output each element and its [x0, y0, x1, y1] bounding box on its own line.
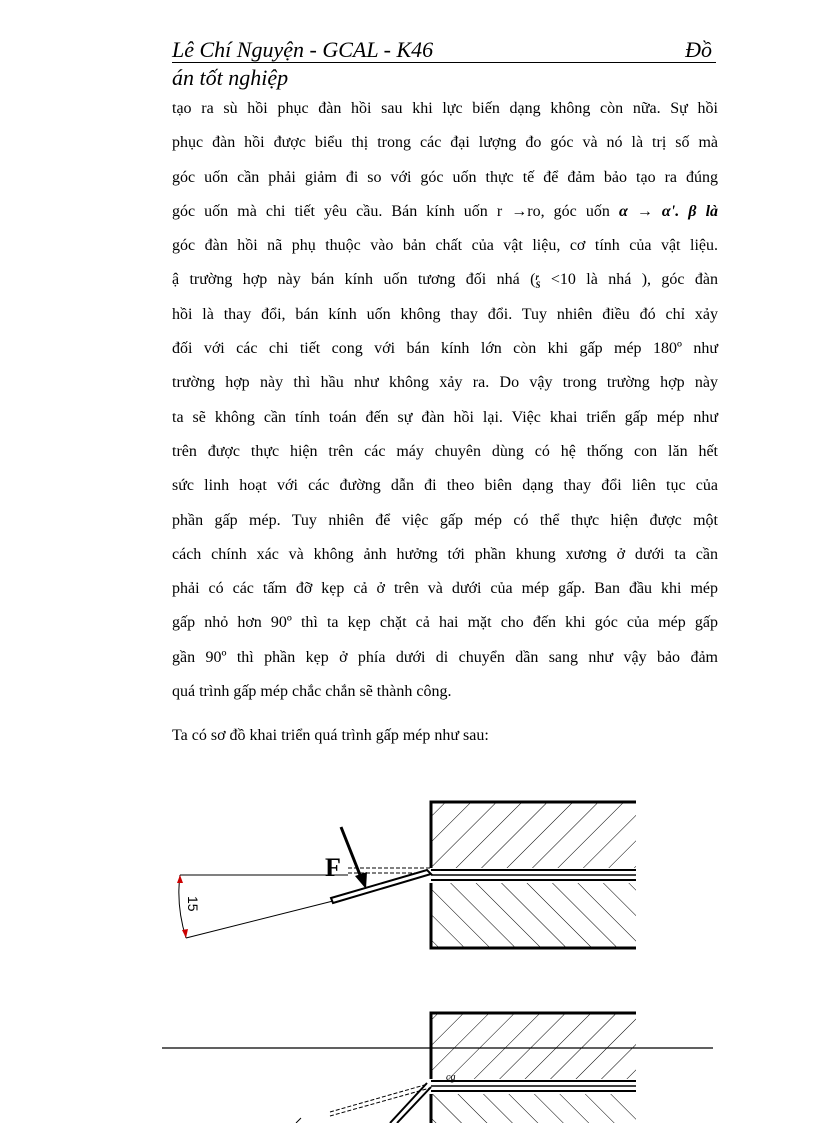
line-text: ậ trường hợp này bán kính uốn tương đối nhá (	[172, 271, 536, 289]
header-author: Lê Chí Nguyện - GCAL - K46	[172, 37, 434, 62]
force-arrow-head	[355, 872, 367, 889]
paragraph-line: sức linh hoạt với các đường dẫn đi theo biên dạng thay đổi liên tục của	[172, 477, 718, 495]
paragraph-line: phục đàn hồi được biểu thị trong các đại lượng đo góc và nó là trị số mà	[172, 134, 718, 152]
arc-arrow-bottom	[182, 929, 188, 938]
angle-arc	[179, 875, 186, 938]
paragraph-line: tạo ra sù hồi phục đàn hồi sau khi lực biến dạng không còn nữa. Sự hồi	[172, 100, 718, 117]
beta-text: . β là	[675, 202, 719, 220]
paragraph-line: đối với các chi tiết cong với bán kính lớn còn khi gấp mép 180º như	[172, 340, 718, 358]
flange-diagram	[0, 780, 816, 1123]
paragraph-line	[172, 195, 718, 229]
upper-clamp-block	[431, 1013, 636, 1079]
dashed-guide	[330, 1088, 430, 1116]
angle-label: 15	[185, 896, 201, 912]
paragraph-line: hồi là thay đổi, bán kính uốn không thay đổi. Tuy nhiên điều đó chỉ xảy	[172, 305, 718, 323]
paragraph-line: phải có các tấm đỡ kẹp cả ở trên và dưới của mép gấp. Ban đầu khi mép	[172, 580, 718, 598]
alpha-expression: α → α'	[618, 202, 676, 220]
fraction-denominator: S	[535, 279, 541, 290]
force-label: F	[325, 853, 341, 882]
ratio-text: <10 là nhá ), góc đàn	[550, 271, 719, 289]
paragraph-line: ta sẽ không cần tính toán đến sự đàn hồi lại. Việc khai triển gấp mép như	[172, 408, 718, 426]
diagram-step-2	[162, 1013, 713, 1123]
paragraph-line: góc đàn hồi nã phụ thuộc vào bản chất của vật liệu, cơ tính của vật liệu.	[172, 237, 718, 255]
header-rule	[172, 62, 716, 63]
arrow-ro-text: →ro, góc uốn	[511, 202, 610, 220]
angle-line	[186, 901, 333, 938]
diagram-step-1	[177, 802, 636, 948]
header-title-end: án tốt nghiệp	[172, 65, 289, 90]
figure-intro: Ta có sơ đồ khai triển quá trình gấp mép như sau:	[172, 727, 489, 745]
paragraph-line	[172, 263, 718, 297]
paragraph-line: gấp nhỏ hơn 90º thì ta kẹp chặt cả hai mặt cho đến khi góc của mép gấp	[172, 614, 718, 632]
paragraph-line: quá trình gấp mép chắc chắn sẽ thành công.	[172, 683, 452, 701]
lower-clamp-block	[431, 1094, 636, 1123]
upper-clamp-block	[431, 802, 636, 868]
paragraph-line: gần 90º thì phần kẹp ở phía dưới di chuyển dần sang như vậy bảo đảm	[172, 648, 718, 666]
line-text: góc uốn mà chi tiết yêu cầu. Bán kính uốn r	[172, 202, 503, 220]
paragraph-line: trên được thực hiện trên các máy chuyên dùng có hệ thống con lăn hết	[172, 442, 718, 460]
body-text	[172, 92, 718, 754]
paragraph-line: phần gấp mép. Tuy nhiên để việc gấp mép có thể thực hiện được một	[172, 511, 718, 529]
paragraph-line: cách chính xác và không ảnh hưởng tới phần khung xương ở dưới ta cần	[172, 545, 718, 563]
paragraph-line: trường hợp này thì hầu như không xảy ra. Do vậy trong trường hợp này	[172, 374, 718, 392]
fraction-numerator: r	[535, 271, 539, 282]
paragraph-line: góc uốn cần phải giảm đi so với góc uốn thực tế để đảm bảo tạo ra đúng	[172, 168, 718, 186]
header-title-start: Đồ	[685, 37, 712, 62]
force-arrow	[341, 827, 362, 880]
angle-line	[296, 1118, 301, 1123]
small-label: cg	[446, 1072, 456, 1083]
bent-flange	[390, 1083, 427, 1123]
arc-arrow-top	[177, 875, 183, 883]
lower-clamp-block	[431, 883, 636, 948]
ratio-fraction	[535, 273, 540, 289]
